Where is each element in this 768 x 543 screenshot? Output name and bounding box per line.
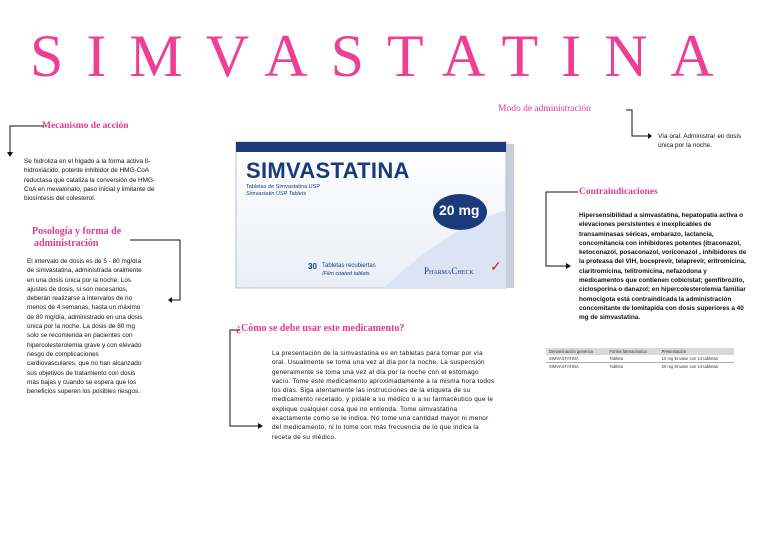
box-line2: Simvastatin USP Tablets <box>246 191 307 197</box>
mecanismo-arrow-icon <box>6 122 46 162</box>
table-header: Forma farmacéutica <box>606 348 658 355</box>
uso-text: La presentación de la simvastatina es en tabletas para tomar por vía oral. Usualmente se toma una vez al día por la noche. La suspensión generalmente se toma una vez al día por la noche con el estómago vacío. Tome este medicamento aproximadamente a la misma hora todos los días. Siga atentamente las instrucciones de la etiqueta de su medicamento recetado, y pídale a su médico o a su farmacéutico que le explique cualquier cosa que no entienda. Tome simvastatina exactamente como se le indica. No tome una cantidad mayor ni menor del medicamento, ni lo tome con más frecuencia de lo que indica la receta de su médico. <box>272 350 495 441</box>
table-cell: 10 mg Envase con 14 tabletas <box>661 356 718 361</box>
medication-box-image <box>234 140 516 292</box>
box-count-text2: /Film coated tablets <box>322 271 370 277</box>
mecanismo-heading: Mecanismo de acción <box>42 121 129 131</box>
table-header: Presentación <box>659 348 734 355</box>
modo-arrow-icon <box>622 108 652 144</box>
reference-table <box>546 348 734 370</box>
table-cell: 20 mg Envase con 14 tabletas <box>661 364 718 369</box>
uso-heading: ¿Cómo se debe usar este medicamento? <box>236 323 405 334</box>
box-brand: SIMVASTATINA <box>246 158 410 183</box>
table-cell: Tableta <box>609 356 623 361</box>
posologia-text: El intervalo de dosis es de 5 - 80 mg/día de simvastatina, administrada oralmente en una dosis única por la noche. Los ajustes de dosis, si son necesarios, deberán realizarse a intervalos de no menos de 4 semanas, hasta un máximo de 80 mg/día, administrado en una dosis única por la noche. La dosis de 80 mg solo se recomienda en pacientes con hipercolesterolemia grave y con elevado riesgo de complicaciones cardiovasculares, que no han alcanzado sus objetivos de tratamiento con dosis más bajas y cuando se espera que los beneficios superen los posibles riesgos. <box>27 258 143 396</box>
contraindicaciones-text: Hipersensibilidad a simvastatina, hepatopatía activa o elevaciones persistentes e inexplicables de transaminasas séricas, embarazo, lactancia, concomitancia con inhibidores potentes (itraconazol, ketoconazol, posaconazol, voriconazol , inhibidores de la proteasa del VIH, boceprevir, telaprevir, eritromicina, claritromicina, telitromicina, nefazodona y medicamentos que contienen cobicistat; gemfibrozilo, ciclosporina o danazol; en hipercolesterolemia familiar homocigota está contraindicada la administración concomitante de lomitapida con dosis superiores a 40 mg de simvastatina. <box>579 212 747 322</box>
table-row <box>546 363 734 371</box>
table-row <box>546 355 734 363</box>
table-cell: SIMVASTATINA <box>549 364 579 369</box>
modo-heading: Modo de administración <box>498 104 591 114</box>
posologia-heading <box>32 226 121 250</box>
box-count: 30 <box>308 262 317 271</box>
box-maker: PharmaCheck <box>424 266 474 276</box>
table-header: Denominación genérica <box>546 348 606 355</box>
box-line1: Tabletas de Simvastatina USP <box>246 184 320 190</box>
box-count-text: Tabletas recubiertas <box>322 263 376 269</box>
page-title: SIMVASTATINA <box>30 23 737 89</box>
uso-arrow-icon <box>226 328 268 432</box>
table-cell: Tableta <box>609 364 623 369</box>
contraindicaciones-heading: Contraindicaciones <box>579 187 658 197</box>
modo-text: Vía oral. Administrar en dosis única por la noche. <box>658 133 742 150</box>
mecanismo-text: Se hidroliza en el hígado a la forma activa ß-hidroxiácido, potente inhibidor de HMG-CoA reductasa que cataliza la conversión de HMG-CoA en mevalonato, paso inicial y limitante de biosíntesis del colesterol. <box>24 158 156 203</box>
posologia-heading-line2: administración <box>34 238 99 249</box>
box-dose: 20 mg <box>439 202 480 218</box>
table-cell: SIMVASTATINA <box>549 356 579 361</box>
posologia-heading-line1: Posología y forma de <box>32 226 122 237</box>
contraindicaciones-arrow-icon <box>538 190 584 272</box>
box-check-icon: ✓ <box>490 258 502 274</box>
